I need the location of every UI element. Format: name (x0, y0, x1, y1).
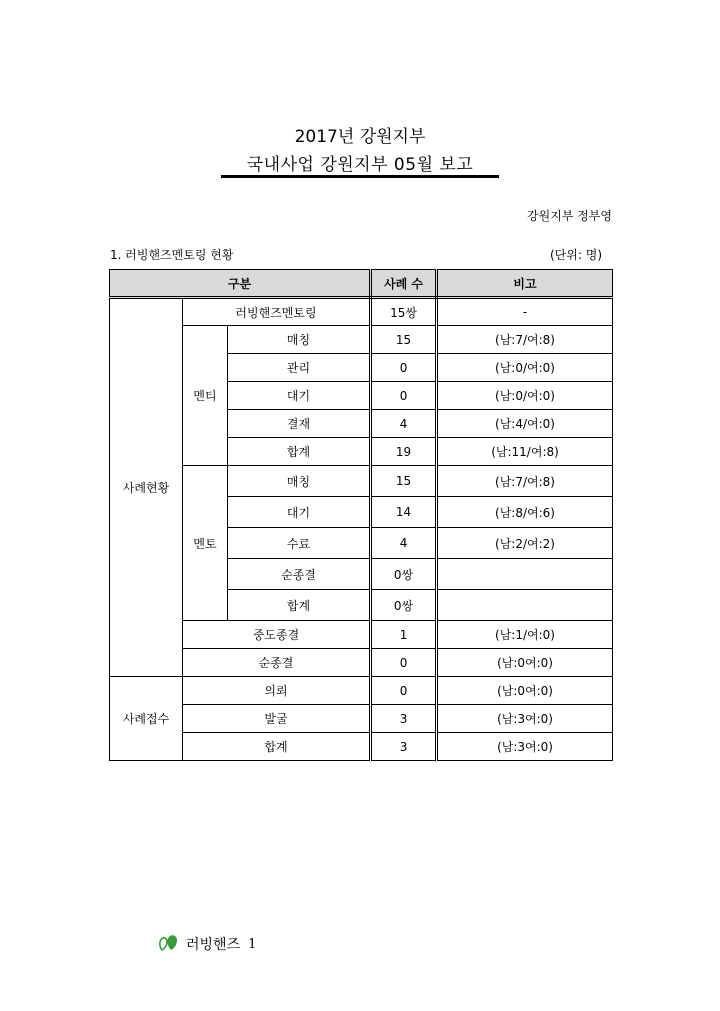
row-note (437, 590, 613, 621)
row-count: 15 (371, 466, 437, 497)
row-label: 관리 (228, 354, 371, 382)
row-count: 15쌍 (371, 298, 437, 326)
row-count: 14 (371, 497, 437, 528)
title-underline (221, 175, 499, 178)
report-title-main: 국내사업 강원지부 05월 보고 (246, 155, 474, 175)
row-note: (남:0여:0) (437, 649, 613, 677)
group-mentor: 멘토 (183, 466, 228, 621)
row-count: 15 (371, 326, 437, 354)
page-number: 1 (248, 936, 257, 952)
row-label: 발굴 (183, 705, 371, 733)
row-count: 0쌍 (371, 590, 437, 621)
row-label: 대기 (228, 497, 371, 528)
row-note: (남:0/여:0) (437, 354, 613, 382)
row-count: 0 (371, 677, 437, 705)
group-case-status: 사례현황 (110, 298, 183, 677)
page-footer (158, 932, 256, 956)
header-count: 사례 수 (371, 270, 437, 298)
row-count: 3 (371, 705, 437, 733)
row-label: 순종결 (183, 649, 371, 677)
row-label: 순종결 (228, 559, 371, 590)
row-count: 0 (371, 649, 437, 677)
row-label: 매칭 (228, 326, 371, 354)
row-note: (남:3여:0) (437, 705, 613, 733)
group-case-intake: 사례접수 (110, 677, 183, 761)
row-note: (남:0여:0) (437, 677, 613, 705)
row-note: (남:1/여:0) (437, 621, 613, 649)
footer-logo-text: 러빙핸즈 (186, 937, 241, 953)
section-heading: 1. 러빙핸즈멘토링 현황 (110, 248, 234, 262)
row-label: 중도종결 (183, 621, 371, 649)
row-count: 0 (371, 382, 437, 410)
row-label: 수료 (228, 528, 371, 559)
row-count: 4 (371, 410, 437, 438)
row-label: 합계 (228, 590, 371, 621)
row-note: - (437, 298, 613, 326)
row-label: 합계 (183, 733, 371, 761)
row-label: 대기 (228, 382, 371, 410)
row-note: (남:2/여:2) (437, 528, 613, 559)
row-note: (남:0/여:0) (437, 382, 613, 410)
row-label: 러빙핸즈멘토링 (183, 298, 371, 326)
row-label: 합계 (228, 438, 371, 466)
row-note: (남:7/여:8) (437, 326, 613, 354)
report-author: 강원지부 정부영 (527, 209, 612, 223)
mentoring-status-table (109, 269, 613, 761)
row-count: 3 (371, 733, 437, 761)
row-count: 1 (371, 621, 437, 649)
row-count: 19 (371, 438, 437, 466)
row-label: 매칭 (228, 466, 371, 497)
row-note: (남:11/여:8) (437, 438, 613, 466)
row-note: (남:8/여:6) (437, 497, 613, 528)
row-label: 결재 (228, 410, 371, 438)
header-note: 비고 (437, 270, 613, 298)
group-mentee: 멘티 (183, 326, 228, 466)
row-count: 0쌍 (371, 559, 437, 590)
unit-label: (단위: 명) (550, 248, 602, 262)
row-note: (남:3여:0) (437, 733, 613, 761)
report-title-year: 2017년 강원지부 (294, 127, 426, 147)
row-note: (남:7/여:8) (437, 466, 613, 497)
row-label: 의뢰 (183, 677, 371, 705)
header-category: 구분 (110, 270, 371, 298)
hands-logo-icon (158, 932, 186, 956)
row-count: 4 (371, 528, 437, 559)
row-note: (남:4/여:0) (437, 410, 613, 438)
row-note (437, 559, 613, 590)
row-count: 0 (371, 354, 437, 382)
